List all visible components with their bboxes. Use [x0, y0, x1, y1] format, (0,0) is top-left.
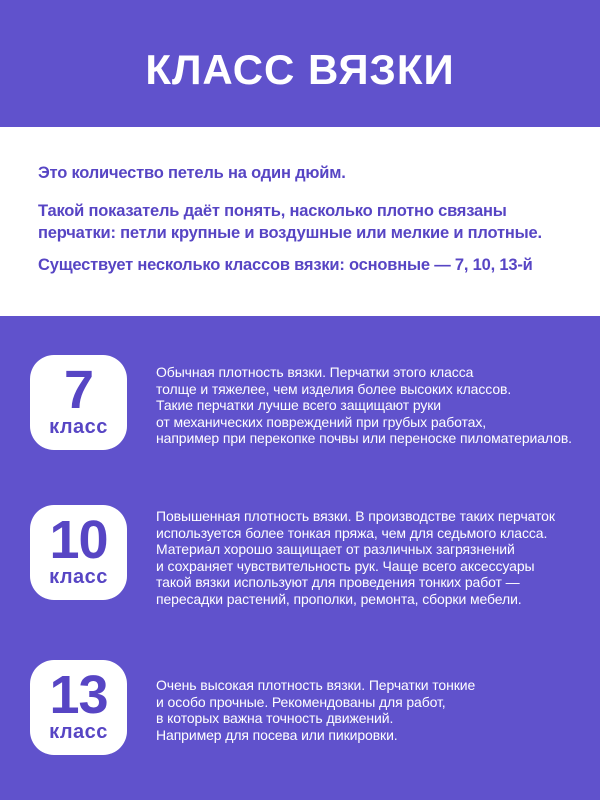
class-badge-7: [30, 355, 127, 450]
intro-line: Существует несколько классов вязки: основные — 7, 10, 13-й: [38, 256, 533, 274]
intro-paragraph: [38, 200, 580, 244]
intro-paragraph: [38, 254, 580, 276]
class-badge-number: 10: [49, 509, 108, 570]
class-badge-label: класс: [49, 721, 108, 744]
intro-line: Такой показатель даёт понять, насколько плотно связаны: [38, 202, 507, 220]
description-line: и сохраняет чувствительность рук. Чаще всего аксессуары: [156, 557, 535, 574]
class-badge-label: класс: [49, 566, 108, 589]
class-badge-number: 13: [49, 664, 108, 725]
intro-panel: [0, 127, 600, 316]
class-badge-13: [30, 660, 127, 755]
description-line: и особо прочные. Рекомендованы для работ,: [156, 693, 446, 710]
description-line: от механических повреждений при грубых работах,: [156, 413, 487, 430]
description-line: Материал хорошо защищает от различных загрязнений: [156, 541, 515, 557]
header-banner: [0, 0, 600, 127]
class-7-description: [156, 364, 572, 447]
class-13-description: [156, 677, 475, 743]
intro-line: перчатки: петли крупные и воздушные или мелкие и плотные.: [38, 224, 542, 242]
page-title: КЛАСС ВЯЗКИ: [145, 45, 455, 93]
description-line: толще и тяжелее, чем изделия более высоких классов.: [156, 380, 512, 397]
description-line: Очень высокая плотность вязки. Перчатки тонкие: [156, 677, 476, 693]
class-badge-number: 7: [63, 359, 94, 420]
class-badge-10: [30, 505, 127, 600]
description-line: такой вязки используют для проведения тонких работ —: [156, 574, 520, 590]
intro-paragraph: [38, 162, 580, 184]
intro-line: Это количество петель на один дюйм.: [38, 164, 346, 182]
description-line: Обычная плотность вязки. Перчатки этого класса: [156, 364, 474, 380]
class-badge-label: класс: [49, 416, 108, 439]
description-line: в которых важна точность движений.: [156, 710, 394, 726]
description-line: Повышенная плотность вязки. В производстве таких перчаток: [156, 508, 555, 524]
description-line: например при перекопке почвы или переноске пиломатериалов.: [156, 430, 572, 446]
description-line: используется более тонкая пряжа, чем для седьмого класса.: [156, 524, 548, 541]
class-10-description: [156, 508, 555, 607]
description-line: Такие перчатки лучше всего защищают руки: [156, 397, 442, 413]
description-line: Например для посева или пикировки.: [156, 726, 398, 743]
description-line: пересадки растений, прополки, ремонта, сборки мебели.: [156, 590, 522, 607]
